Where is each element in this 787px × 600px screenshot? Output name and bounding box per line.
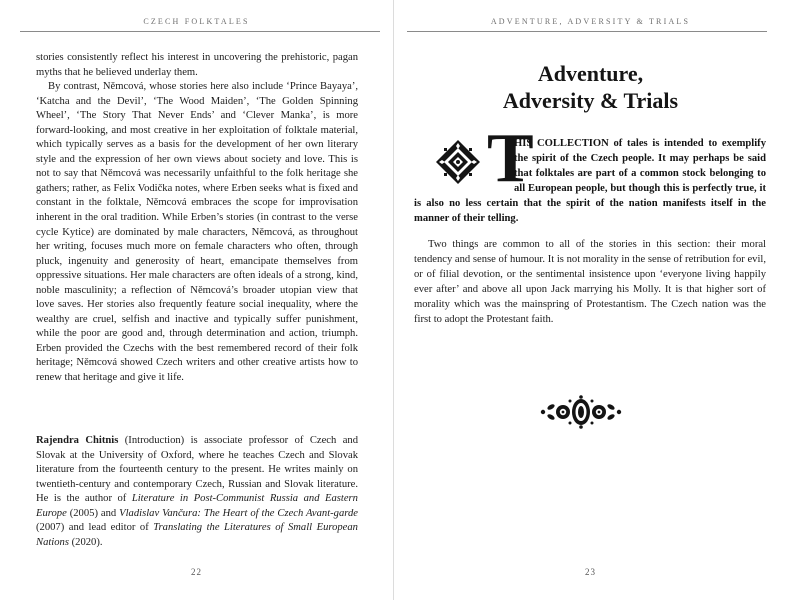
bio-text-3: (2007) and lead editor of [36, 522, 154, 534]
intro-paragraph [414, 136, 766, 226]
bio-text-1: (Introduction) is associate professor of Czech and Slovak at the University of Oxford, where he teaches Czech and Slovak literature from the fourteenth century to the present. He writes mainly on twentieth-century and contemporary Czech, Russian and Slovak literature. He is the author of [36, 435, 358, 505]
chapter-title-line-2: Adversity & Trials [502, 88, 679, 113]
header-rule-left [20, 31, 380, 32]
bio-text-2: (2005) and [66, 507, 120, 519]
header-rule-right [407, 31, 767, 32]
floral-ornament-icon [540, 395, 622, 429]
left-page [0, 0, 393, 600]
main-text-column [36, 51, 358, 386]
bio-book-2: Vladislav Vančura: The Heart of the Czech Avant-garde [119, 507, 358, 519]
running-head-right: ADVENTURE, ADVERSITY & TRIALS [490, 17, 691, 26]
bio-paragraph [36, 434, 358, 550]
page-number-left: 22 [191, 567, 202, 577]
chapter-title [394, 60, 787, 114]
paragraph-nemcova: By contrast, Němcová, whose stories here also include ‘Prince Bayaya’, ‘Katcha and the Devil’, ‘The Wood Maiden’, ‘The Golden Spinning Wheel’, ‘The Story That Never Ends’ and ‘Clever Manka’, is more forward-looking, and most creative in her exploitation of folktale material, which typically serves as a basis for the development of her own literary style and the expression of her own views about society and love. This is not to say that Němcová was necessarily unfaithful to the folk heritage she gathers; rather, as Felix Vodička notes, where Erben seeks what is fixed and constant in the folktale, Němcová embraces the scope for improvisation inherent in the oral tradition. While Erben’s stories (in contrast to the verse cycle Kytice) are dominated by male characters, Němcová, as throughout her writing, focuses much more on female characters who often, through pluck, ingenuity and generosity of heart, emancipate themselves from oppressive situations. Her male characters are often ideals of a strong, kind, noble masculinity; a reflection of Němcová’s broader utopian view that love saves. Her stories also frequently feature social inequality, where the wealthy are cruel, selfish and inactive and typically suffer punishment, while the poor are good and, through determination and action, triumph. Erben provided the Czechs with the best remembered record of their folk heritage; Němcová showed Czech writers and other creative artists how to renew that heritage and give it life. [36, 81, 358, 384]
page-number-right: 23 [585, 567, 596, 577]
right-page [394, 0, 787, 600]
second-paragraph: Two things are common to all of the stories in this section: their moral tendency and sense of humour. It is not morality in the sense of retribution for evil, or of filial devotion, or the sentimental insistence upon ‘everyone living happily ever after’ and above all upon Jack marrying his Molly. It is that higher sort of morality which was the mainspring of Protestantism. The Czech nation was the first to adopt the Protestant faith. [414, 239, 766, 325]
contributor-bio [36, 434, 358, 550]
chapter-title-line-1: Adventure, [537, 61, 644, 86]
bio-name: Rajendra Chitnis [36, 435, 119, 446]
bio-book-1: Literature in Post-Communist Russia and Eastern Europe [36, 493, 358, 519]
running-head-left: CZECH FOLKTALES [143, 17, 250, 26]
bio-text-4: (2020). [68, 536, 103, 548]
intro-text: HIS COLLECTION of tales is intended to exemplify the spirit of the Czech people. It may perhaps be said that folktales are part of a common stock belonging to all European people, but though this is perfectly true, it is also no less certain that the spirit of the nation manifests itself in the manner of their telling. [414, 138, 766, 224]
bio-book-3: Translating the Literatures of Small European Nations [36, 522, 358, 548]
drop-cap: T [487, 120, 534, 197]
paragraph-continued: stories consistently reflect his interest in uncovering the prehistoric, pagan myths that he believed underlay them. [36, 52, 358, 78]
